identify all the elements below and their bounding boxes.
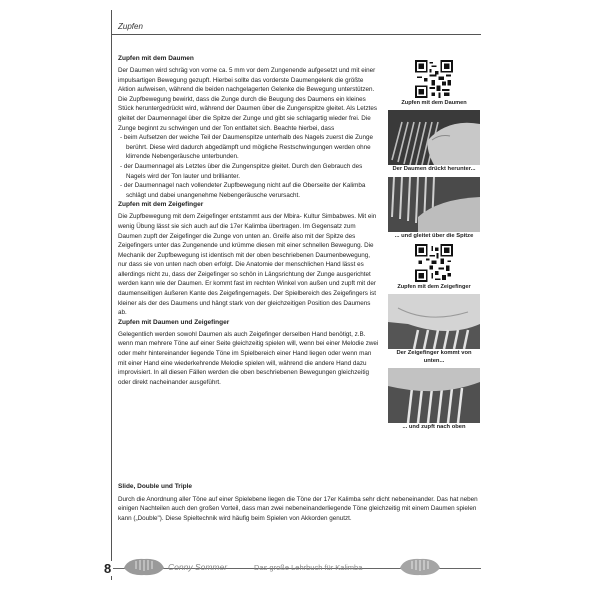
photo-thumb-pressing	[388, 110, 480, 165]
qr-caption-index: Zupfen mit dem Zeigefinger	[397, 284, 471, 290]
photo-index-plucking-up	[388, 368, 480, 423]
thumb-bullet-list	[118, 133, 380, 200]
paragraph-thumb: Der Daumen wird schräg von vorne ca. 5 mm vor dem Zungenende aufgesetzt und mit einer impulsartigen Bewegung gezupft. Hierbei sollte das vorderste Daumengelenk die größte Aktion aufweisen, während die beiden nachgelagerten Gelenke die Bewegung unterstützen. Die Zupfbewegung bewirkt, dass die Zunge durch die Beugung des Daumens ein kleines Stück heruntergedrückt wird, während der Daumen über die Zungenspitze gleitet. Als Letztes gleitet der Daumennagel über die Spitze der Zunge und gibt sie schlagartig wieder frei. Die Zunge beginnt zu schwingen und der Ton entfaltet sich. Beachte hierbei, dass	[118, 67, 378, 132]
left-margin-rule	[111, 10, 112, 580]
list-item: - der Daumennagel als Letztes über die Zungenspitze gleitet. Durch den Gebrauch des Nagels wird der Ton lauter und brillianter.	[120, 162, 363, 180]
photo-thumb-gliding	[388, 177, 480, 232]
caption-thumb-pressing: Der Daumen drückt herunter...	[392, 166, 476, 172]
bottom-section	[118, 482, 480, 523]
qr-code-index-video[interactable]	[415, 244, 453, 282]
qr-code-thumb-video[interactable]	[415, 60, 453, 98]
kalimba-footer-image-right	[398, 554, 442, 578]
qr-caption-thumb: Zupfen mit dem Daumen	[401, 100, 467, 106]
photo-index-from-below	[388, 294, 480, 349]
list-item: - der Daumennagel nach vollendeter Zupfbewegung nicht auf die Oberseite der Kalimba schlägt und dabei unangenehme Nebengeräusche verursacht.	[120, 182, 366, 199]
heading-thumb-plucking: Zupfen mit dem Daumen	[118, 55, 194, 62]
list-item: - beim Aufsetzen der weiche Teil der Daumenspitze unterhalb des Nagels zuerst die Zunge berührt. Diese wird dadurch abgedämpft und mögliche Restschwingungen werden ohne klirrende Nebengeräusche unterbunden.	[120, 134, 373, 161]
header-rule	[111, 34, 481, 35]
sidebar-figures	[388, 60, 480, 435]
kalimba-footer-image-left	[122, 554, 166, 578]
main-text-column	[118, 54, 380, 387]
caption-index-plucking-up: ... und zupft nach oben	[402, 424, 466, 430]
paragraph-slide-double-triple: Durch die Anordnung aller Töne auf einer Spielebene liegen die Töne der 17er Kalimba sehr dicht nebeneinander. Das hat neben einigen Nachteilen auch den großen Vorteil, dass man zwei nebeneinanderliegende Töne gleichzeitig mit einem Daumen spielen kann („Double"). Diese Spieltechnik wird häufig beim Spielen von Akkorden genutzt.	[118, 495, 478, 522]
heading-thumb-and-index: Zupfen mit Daumen und Zeigefinger	[118, 318, 230, 326]
heading-slide-double-triple: Slide, Double und Triple	[118, 483, 193, 490]
page-number: 8	[104, 561, 112, 576]
section-title: Zupfen	[118, 22, 143, 31]
heading-index-finger: Zupfen mit dem Zeigefinger	[118, 201, 204, 209]
caption-thumb-gliding: ... und gleitet über die Spitze	[394, 232, 474, 239]
author-name: Conny Sommer	[168, 562, 228, 572]
caption-index-from-below: Der Zeigefinger kommt von unten...	[396, 350, 472, 364]
book-title: Das große Lehrbuch für Kalimba	[254, 563, 363, 572]
paragraph-index-finger: Die Zupfbewegung mit dem Zeigefinger entstammt aus der Mbira- Kultur Simbabwes. Mit ein wenig Übung lässt sie sich auch auf die 17er Kalimba übertragen. Im Gegensatz zum Daumen zupft der Zeigefinger die Zunge von unten an. Greife also mit der Spitze des Zeigefingers unter das Zungenende und krümme diesen mit einer schnellen Bewegung. Die Mechanik der Zupfbewegung ist identisch mit der oben beschriebenen Daumenbewegung, nur dass sie von unten nach oben erfolgt. Die Anatomie der menschlichen Hand lässt es allerdings nicht zu, dass der Zeigefinger so schön in Längsrichtung der Zunge ausgerichtet werden kann wie der Daumen. Er kommt fast im rechten Winkel von außen und zupft mit der daumenseitigen äußeren Kante des Zeigefingernagels. Der Spielbereich des Zeigefingers ist kleiner als der des Daumens und hängt stark von der gleichzeitigen Position des Daumens ab.	[118, 213, 377, 317]
paragraph-thumb-and-index: Gelegentlich werden sowohl Daumen als auch Zeigefinger derselben Hand benötigt, z.B. wenn man mehrere Töne auf einer Seite gleichzeitig spielen will, wenn bei einer Melodie zwei oder mehr hintereinander liegende Töne im Spielbereich einer Hand liegen oder wenn man mit einer Hand eine wiederkehrende Melodie spielen will, während die andere Hand dazu improvisiert. In all diesen Fällen werden die oben beschriebenen Bewegungen gleichzeitig oder direkt nacheinander ausgeführt.	[118, 330, 379, 386]
